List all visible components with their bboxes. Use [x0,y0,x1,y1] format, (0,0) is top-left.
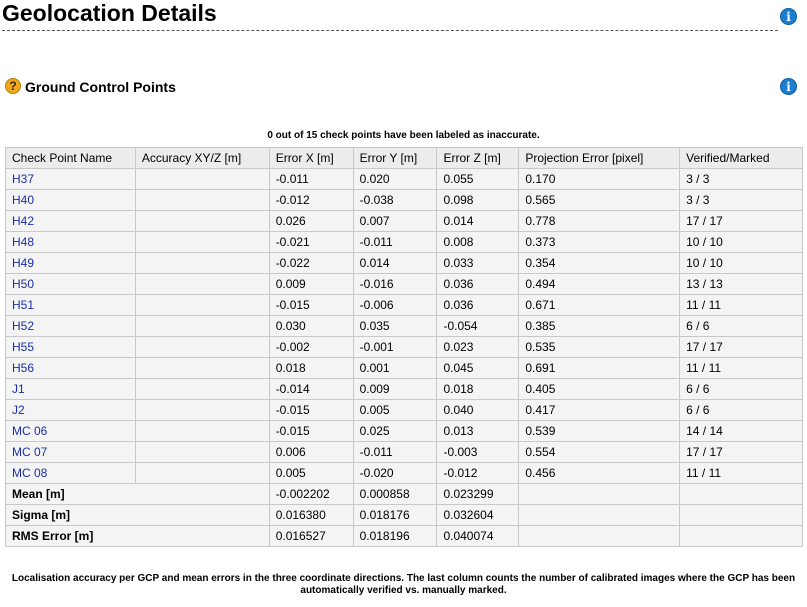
table-row [6,463,803,484]
check-point-name-link[interactable]: J1 [6,379,136,400]
error-y-cell: -0.006 [353,295,437,316]
error-x-cell: -0.021 [269,232,353,253]
check-point-name-link[interactable]: H40 [6,190,136,211]
error-x-cell: 0.018 [269,358,353,379]
stat-empty-cell [519,505,680,526]
page-title: Geolocation Details [2,0,217,26]
accuracy-cell [135,190,269,211]
error-x-cell: -0.012 [269,190,353,211]
projection-error-cell: 0.671 [519,295,680,316]
projection-error-cell: 0.417 [519,400,680,421]
col-error-y: Error Y [m] [353,148,437,169]
stat-row [6,505,803,526]
error-y-cell: 0.020 [353,169,437,190]
accuracy-cell [135,337,269,358]
error-y-cell: 0.001 [353,358,437,379]
gcp-table [5,147,803,547]
projection-error-cell: 0.691 [519,358,680,379]
projection-error-cell: 0.565 [519,190,680,211]
accuracy-cell [135,274,269,295]
verified-marked-cell: 10 / 10 [680,253,803,274]
error-y-cell: -0.001 [353,337,437,358]
projection-error-cell: 0.385 [519,316,680,337]
error-z-cell: 0.018 [437,379,519,400]
verified-marked-cell: 17 / 17 [680,337,803,358]
error-z-cell: 0.036 [437,274,519,295]
table-row [6,358,803,379]
error-z-cell: 0.008 [437,232,519,253]
stat-error-z: 0.032604 [437,505,519,526]
verified-marked-cell: 3 / 3 [680,169,803,190]
accuracy-cell [135,295,269,316]
stat-error-x: 0.016527 [269,526,353,547]
stat-error-y: 0.000858 [353,484,437,505]
accuracy-cell [135,379,269,400]
check-point-name-link[interactable]: J2 [6,400,136,421]
error-x-cell: -0.011 [269,169,353,190]
accuracy-cell [135,169,269,190]
help-icon[interactable]: ? [5,78,21,94]
projection-error-cell: 0.354 [519,253,680,274]
error-z-cell: 0.045 [437,358,519,379]
error-y-cell: -0.038 [353,190,437,211]
error-z-cell: 0.013 [437,421,519,442]
verified-marked-cell: 10 / 10 [680,232,803,253]
table-row [6,400,803,421]
stat-error-y: 0.018176 [353,505,437,526]
verified-marked-cell: 13 / 13 [680,274,803,295]
accuracy-cell [135,463,269,484]
error-z-cell: 0.036 [437,295,519,316]
error-x-cell: 0.009 [269,274,353,295]
stat-error-x: -0.002202 [269,484,353,505]
inaccurate-points-note: 0 out of 15 check points have been labeled as inaccurate. [267,130,540,141]
error-y-cell: -0.011 [353,232,437,253]
error-y-cell: 0.014 [353,253,437,274]
error-x-cell: 0.006 [269,442,353,463]
error-x-cell: 0.026 [269,211,353,232]
section-title: Ground Control Points [25,79,176,95]
projection-error-cell: 0.554 [519,442,680,463]
accuracy-cell [135,316,269,337]
check-point-name-link[interactable]: H50 [6,274,136,295]
stat-empty-cell [519,484,680,505]
col-check-point-name: Check Point Name [6,148,136,169]
info-icon[interactable]: i [780,8,797,25]
error-x-cell: -0.015 [269,421,353,442]
table-row [6,316,803,337]
table-caption: Localisation accuracy per GCP and mean errors in the three coordinate directions. The last column counts the number of calibrated images where the GCP has been automatically verified vs. manually marked. [11,573,796,596]
stat-error-z: 0.023299 [437,484,519,505]
check-point-name-link[interactable]: H55 [6,337,136,358]
error-z-cell: 0.033 [437,253,519,274]
error-x-cell: -0.002 [269,337,353,358]
error-z-cell: 0.040 [437,400,519,421]
table-row [6,274,803,295]
stat-error-x: 0.016380 [269,505,353,526]
stat-empty-cell [680,505,803,526]
verified-marked-cell: 17 / 17 [680,211,803,232]
check-point-name-link[interactable]: MC 08 [6,463,136,484]
verified-marked-cell: 11 / 11 [680,463,803,484]
projection-error-cell: 0.456 [519,463,680,484]
projection-error-cell: 0.778 [519,211,680,232]
stat-error-z: 0.040074 [437,526,519,547]
table-header-row [6,148,803,169]
accuracy-cell [135,211,269,232]
projection-error-cell: 0.539 [519,421,680,442]
error-z-cell: 0.055 [437,169,519,190]
error-x-cell: -0.014 [269,379,353,400]
stat-empty-cell [680,526,803,547]
stat-label: RMS Error [m] [6,526,270,547]
check-point-name-link[interactable]: H56 [6,358,136,379]
error-x-cell: 0.030 [269,316,353,337]
check-point-name-link[interactable]: H48 [6,232,136,253]
title-divider [2,30,778,31]
verified-marked-cell: 6 / 6 [680,316,803,337]
error-z-cell: -0.012 [437,463,519,484]
projection-error-cell: 0.405 [519,379,680,400]
accuracy-cell [135,400,269,421]
check-point-name-link[interactable]: H52 [6,316,136,337]
col-error-x: Error X [m] [269,148,353,169]
error-y-cell: -0.020 [353,463,437,484]
error-x-cell: -0.015 [269,295,353,316]
verified-marked-cell: 17 / 17 [680,442,803,463]
accuracy-cell [135,421,269,442]
table-row [6,442,803,463]
error-z-cell: 0.023 [437,337,519,358]
accuracy-cell [135,358,269,379]
accuracy-cell [135,442,269,463]
projection-error-cell: 0.494 [519,274,680,295]
stat-error-y: 0.018196 [353,526,437,547]
section-info-icon[interactable]: i [780,78,797,95]
check-point-name-link[interactable]: MC 06 [6,421,136,442]
col-error-z: Error Z [m] [437,148,519,169]
error-y-cell: 0.005 [353,400,437,421]
error-x-cell: -0.022 [269,253,353,274]
error-y-cell: 0.035 [353,316,437,337]
verified-marked-cell: 11 / 11 [680,295,803,316]
error-x-cell: 0.005 [269,463,353,484]
verified-marked-cell: 6 / 6 [680,400,803,421]
verified-marked-cell: 11 / 11 [680,358,803,379]
check-point-name-link[interactable]: H42 [6,211,136,232]
verified-marked-cell: 14 / 14 [680,421,803,442]
stat-row [6,484,803,505]
check-point-name-link[interactable]: H37 [6,169,136,190]
verified-marked-cell: 6 / 6 [680,379,803,400]
error-y-cell: 0.007 [353,211,437,232]
check-point-name-link[interactable]: H51 [6,295,136,316]
stat-label: Sigma [m] [6,505,270,526]
col-projection-error: Projection Error [pixel] [519,148,680,169]
error-x-cell: -0.015 [269,400,353,421]
table-row [6,421,803,442]
table-row [6,211,803,232]
stat-empty-cell [519,526,680,547]
error-y-cell: 0.025 [353,421,437,442]
error-y-cell: -0.011 [353,442,437,463]
error-y-cell: -0.016 [353,274,437,295]
table-row [6,337,803,358]
stat-label: Mean [m] [6,484,270,505]
table-row [6,190,803,211]
col-verified-marked: Verified/Marked [680,148,803,169]
table-row [6,169,803,190]
projection-error-cell: 0.535 [519,337,680,358]
error-z-cell: -0.003 [437,442,519,463]
projection-error-cell: 0.373 [519,232,680,253]
table-row [6,232,803,253]
col-accuracy: Accuracy XY/Z [m] [135,148,269,169]
table-row [6,379,803,400]
error-z-cell: 0.098 [437,190,519,211]
accuracy-cell [135,253,269,274]
check-point-name-link[interactable]: MC 07 [6,442,136,463]
projection-error-cell: 0.170 [519,169,680,190]
accuracy-cell [135,232,269,253]
check-point-name-link[interactable]: H49 [6,253,136,274]
error-y-cell: 0.009 [353,379,437,400]
stat-row [6,526,803,547]
error-z-cell: 0.014 [437,211,519,232]
table-row [6,253,803,274]
verified-marked-cell: 3 / 3 [680,190,803,211]
stat-empty-cell [680,484,803,505]
error-z-cell: -0.054 [437,316,519,337]
table-row [6,295,803,316]
